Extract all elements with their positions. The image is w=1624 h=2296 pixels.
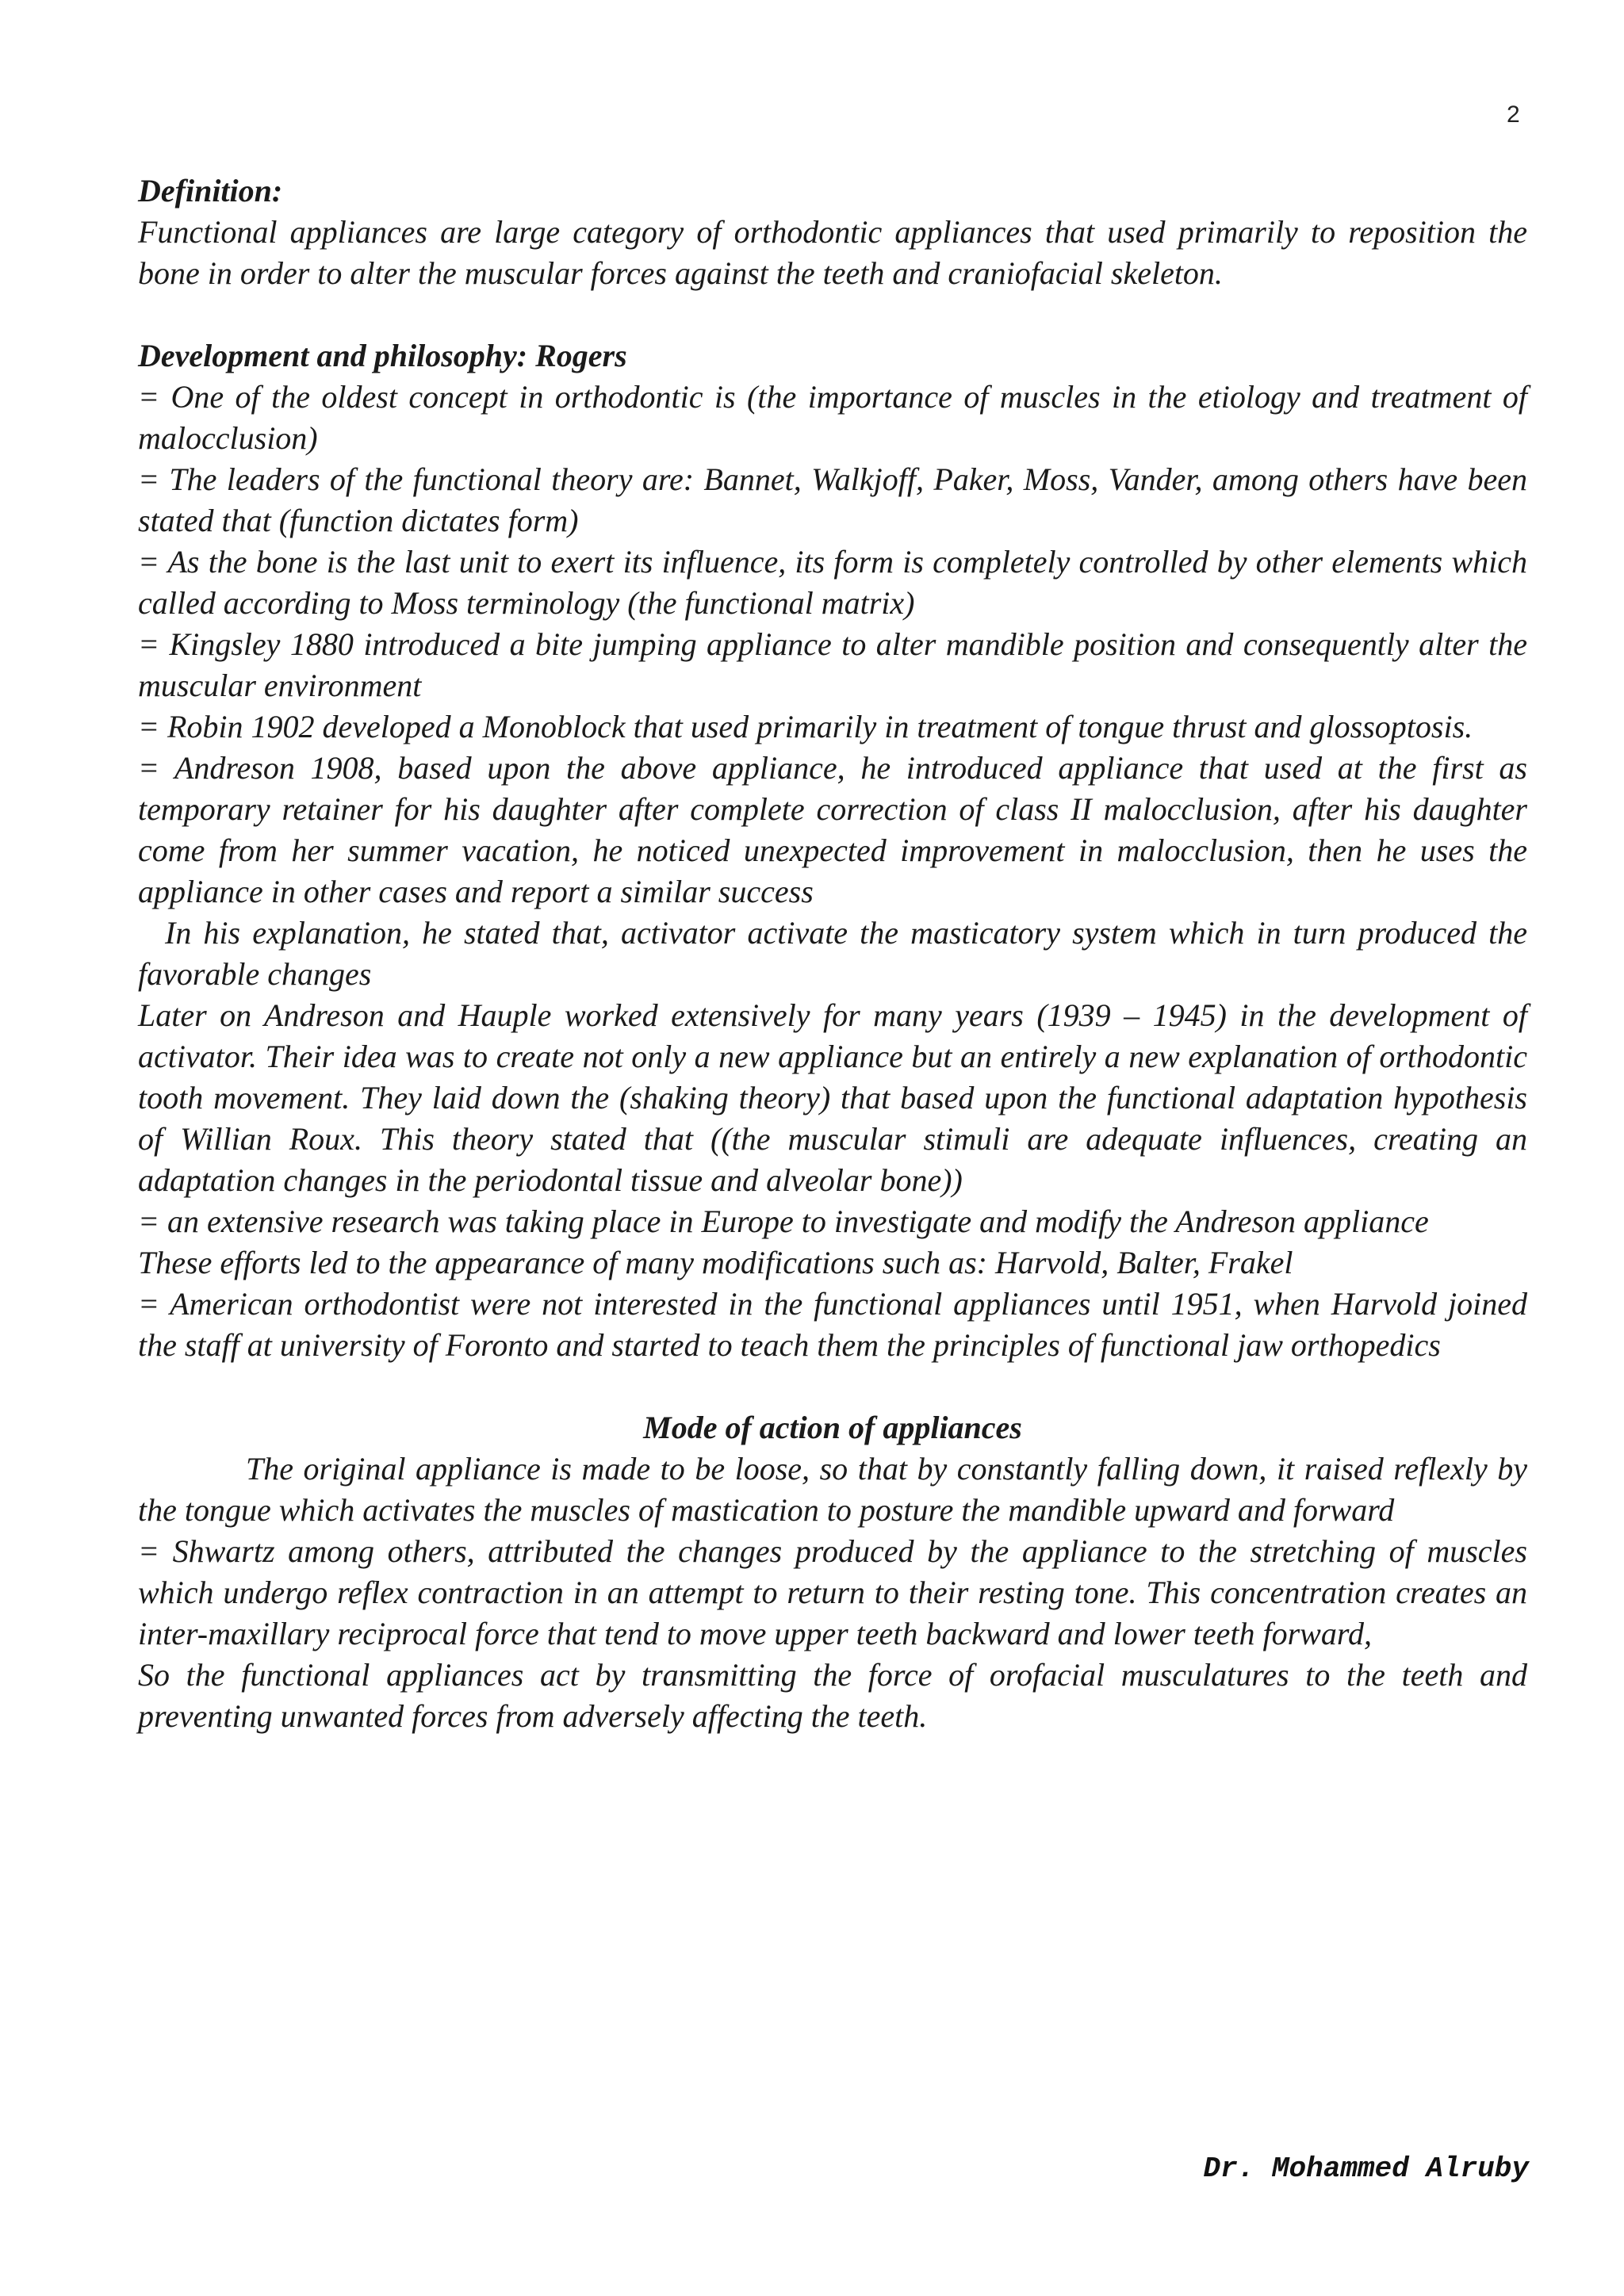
section-spacer (138, 1366, 1527, 1407)
footer-author: Dr. Mohammed Alruby (1203, 2152, 1529, 2185)
page-number: 2 (1507, 101, 1520, 128)
development-paragraph: = The leaders of the functional theory are: Bannet, Walkjoff, Paker, Moss, Vander, among others have been stated that (function dictates form) (138, 461, 1527, 538)
development-paragraph: = One of the oldest concept in orthodontic is (the importance of muscles in the etiology and treatment of malocclusion) (138, 379, 1527, 456)
development-paragraph: = Andreson 1908, based upon the above appliance, he introduced appliance that used at the first as temporary retainer for his daughter after complete correction of class II malocclusion, after his daughter come from her summer vacation, he noticed unexpected improvement in malocclusion, then he uses the appliance in other cases and report a similar success (138, 750, 1527, 909)
mode-of-action-heading: Mode of action of appliances (643, 1410, 1022, 1445)
definition-heading: Definition: (138, 173, 283, 209)
development-paragraph: = Kingsley 1880 introduced a bite jumping appliance to alter mandible position and consequently alter the muscular environment (138, 626, 1527, 703)
section-spacer (138, 294, 1527, 335)
development-heading: Development and philosophy: Rogers (138, 338, 627, 373)
development-paragraph: In his explanation, he stated that, activator activate the masticatory system which in turn produced the favorable changes (138, 915, 1527, 992)
development-paragraph: These efforts led to the appearance of many modifications such as: Harvold, Balter, Frakel (138, 1245, 1293, 1280)
development-paragraph: = an extensive research was taking place in Europe to investigate and modify the Andreson appliance (138, 1203, 1429, 1239)
mode-of-action-paragraph: = Shwartz among others, attributed the changes produced by the appliance to the stretching of muscles which undergo reflex contraction in an attempt to return to their resting tone. This concentration creates an inter-maxillary reciprocal force that tend to move upper teeth backward and lower teeth forward, (138, 1533, 1527, 1651)
development-paragraph: Later on Andreson and Hauple worked extensively for many years (1939 – 1945) in the development of activator. Their idea was to create not only a new appliance but an entirely a new explanation of orthodontic tooth movement. They laid down the (shaking theory) that based upon the functional adaptation hypothesis of Willian Roux. This theory stated that ((the muscular stimuli are adequate influences, creating an adaptation changes in the periodontal tissue and alveolar bone)) (138, 997, 1527, 1198)
development-paragraph: = Robin 1902 developed a Monoblock that used primarily in treatment of tongue thrust and glossoptosis. (138, 709, 1473, 744)
definition-text: Functional appliances are large category of orthodontic appliances that used primarily to reposition the bone in order to alter the muscular forces against the teeth and craniofacial skeleton. (138, 214, 1527, 291)
document-body (138, 170, 1527, 1737)
development-paragraph: = As the bone is the last unit to exert its influence, its form is completely controlled by other elements which called according to Moss terminology (the functional matrix) (138, 544, 1527, 621)
development-paragraph: = American orthodontist were not interested in the functional appliances until 1951, when Harvold joined the staff at university of Foronto and started to teach them the principles of functional jaw orthopedics (138, 1286, 1527, 1363)
mode-of-action-paragraph: The original appliance is made to be loose, so that by constantly falling down, it raised reflexly by the tongue which activates the muscles of mastication to posture the mandible upward and forward (138, 1451, 1527, 1528)
mode-of-action-paragraph: So the functional appliances act by transmitting the force of orofacial musculatures to the teeth and preventing unwanted forces from adversely affecting the teeth. (138, 1657, 1527, 1734)
